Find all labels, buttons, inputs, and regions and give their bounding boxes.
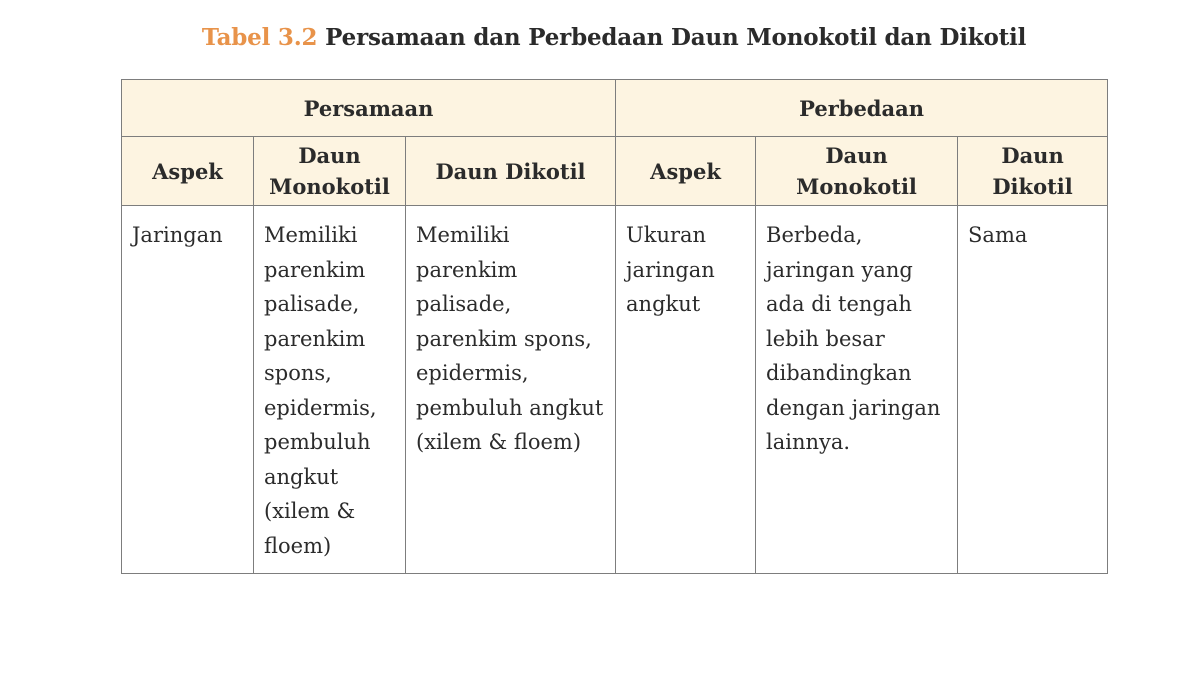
column-header: Aspek [616,137,756,206]
table-caption [0,24,1200,51]
table-cell: Memiliki parenkim palisade, parenkim spons, epidermis, pembuluh angkut (xilem & floem) [254,206,406,574]
group-header-persamaan: Persamaan [122,80,616,137]
table-cell: Berbeda, jaringan yang ada di tengah lebih besar dibandingkan dengan jaringan lainnya. [756,206,958,574]
column-header: Daun Monokotil [756,137,958,206]
table-cell: Ukuran jaringan angkut [616,206,756,574]
column-header: Daun Dikotil [406,137,616,206]
column-header: Daun Monokotil [254,137,406,206]
column-header: Aspek [122,137,254,206]
comparison-table [121,79,1108,574]
table-cell: Jaringan [122,206,254,574]
table-row [122,206,1108,574]
column-header: Daun Dikotil [958,137,1108,206]
group-header-row [122,80,1108,137]
table-cell: Sama [958,206,1108,574]
table-cell: Memiliki parenkim palisade, parenkim spons, epidermis, pembuluh angkut (xilem & floem) [406,206,616,574]
column-header-row [122,137,1108,206]
group-header-perbedaan: Perbedaan [616,80,1108,137]
caption-title: Persamaan dan Perbedaan Daun Monokotil dan Dikotil [325,24,1027,51]
caption-label: Tabel 3.2 [201,24,318,51]
